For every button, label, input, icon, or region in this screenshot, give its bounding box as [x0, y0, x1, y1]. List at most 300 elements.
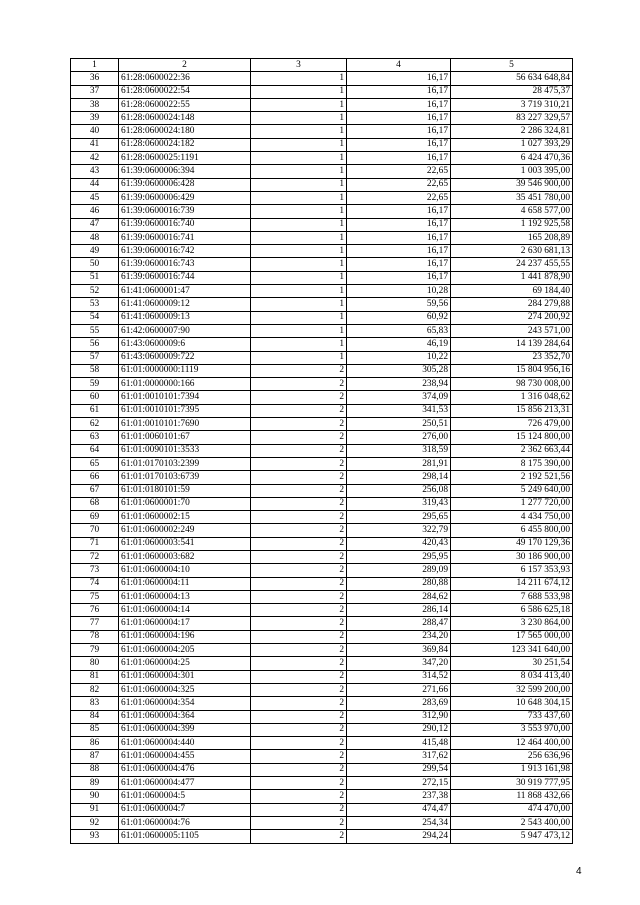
table-cell-col-5: 2 192 521,56: [451, 471, 573, 484]
table-cell-col-4: 312,90: [347, 710, 451, 723]
table-cell-col-5: 1 913 161,98: [451, 763, 573, 776]
table-cell-col-2: 61:01:0000000:166: [119, 378, 251, 391]
table-cell-col-5: 12 464 400,00: [451, 737, 573, 750]
table-row: [71, 205, 573, 218]
table-row: [71, 218, 573, 231]
table-cell-col-3: 2: [251, 511, 347, 524]
table-cell-col-2: 61:01:0600004:17: [119, 617, 251, 630]
table-cell-col-4: 294,24: [347, 830, 451, 843]
table-cell-col-2: 61:01:0600004:364: [119, 710, 251, 723]
table-cell-col-3: 1: [251, 218, 347, 231]
table-cell-col-5: 24 237 455,55: [451, 258, 573, 271]
table-cell-col-1: 80: [71, 657, 119, 670]
table-cell-col-4: 295,65: [347, 511, 451, 524]
table-cell-col-4: 318,59: [347, 444, 451, 457]
table-cell-col-4: 22,65: [347, 191, 451, 204]
table-cell-col-1: 90: [71, 790, 119, 803]
table-cell-col-4: 280,88: [347, 577, 451, 590]
table-cell-col-2: 61:01:0600004:196: [119, 630, 251, 643]
table-row: [71, 271, 573, 284]
table-cell-col-2: 61:43:0600009:6: [119, 338, 251, 351]
table-cell-col-5: 28 475,37: [451, 85, 573, 98]
table-cell-col-3: 2: [251, 816, 347, 829]
table-row: [71, 577, 573, 590]
table-cell-col-5: 2 286 324,81: [451, 125, 573, 138]
table-cell-col-2: 61:01:0180101:59: [119, 484, 251, 497]
table-cell-col-2: 61:39:0600016:742: [119, 245, 251, 258]
table-row: [71, 697, 573, 710]
table-cell-col-4: 276,00: [347, 431, 451, 444]
table-cell-col-4: 415,48: [347, 737, 451, 750]
table-cell-col-4: 281,91: [347, 457, 451, 470]
table-cell-col-1: 86: [71, 737, 119, 750]
table-cell-col-4: 16,17: [347, 258, 451, 271]
table-cell-col-3: 2: [251, 750, 347, 763]
table-cell-col-1: 84: [71, 710, 119, 723]
column-header-3: 3: [251, 59, 347, 72]
table-row: [71, 444, 573, 457]
table-cell-col-1: 87: [71, 750, 119, 763]
table-cell-col-4: 16,17: [347, 231, 451, 244]
table-cell-col-1: 67: [71, 484, 119, 497]
table-cell-col-4: 16,17: [347, 218, 451, 231]
table-cell-col-1: 82: [71, 683, 119, 696]
table-cell-col-5: 15 124 800,00: [451, 431, 573, 444]
table-cell-col-1: 65: [71, 457, 119, 470]
table-cell-col-3: 1: [251, 152, 347, 165]
table-cell-col-4: 16,17: [347, 112, 451, 125]
table-cell-col-3: 2: [251, 644, 347, 657]
table-cell-col-5: 7 688 533,98: [451, 590, 573, 603]
table-cell-col-2: 61:01:0600004:455: [119, 750, 251, 763]
table-cell-col-2: 61:01:0600004:399: [119, 723, 251, 736]
table-row: [71, 564, 573, 577]
table-cell-col-1: 78: [71, 630, 119, 643]
table-cell-col-1: 81: [71, 670, 119, 683]
column-header-1: 1: [71, 59, 119, 72]
table-cell-col-1: 69: [71, 511, 119, 524]
table-cell-col-2: 61:28:0600022:54: [119, 85, 251, 98]
table-row: [71, 311, 573, 324]
table-cell-col-1: 62: [71, 418, 119, 431]
table-cell-col-2: 61:01:0600004:14: [119, 604, 251, 617]
table-cell-col-5: 733 437,60: [451, 710, 573, 723]
table-row: [71, 125, 573, 138]
table-cell-col-1: 57: [71, 351, 119, 364]
table-row: [71, 364, 573, 377]
table-cell-col-1: 43: [71, 165, 119, 178]
table-cell-col-2: 61:01:0000000:1119: [119, 364, 251, 377]
table-cell-col-3: 2: [251, 391, 347, 404]
table-cell-col-4: 250,51: [347, 418, 451, 431]
table-cell-col-2: 61:01:0600004:440: [119, 737, 251, 750]
table-cell-col-5: 69 184,40: [451, 285, 573, 298]
table-cell-col-3: 2: [251, 590, 347, 603]
table-row: [71, 152, 573, 165]
table-cell-col-5: 8 034 413,40: [451, 670, 573, 683]
header-row: [71, 59, 573, 72]
table-cell-col-4: 237,38: [347, 790, 451, 803]
table-cell-col-1: 60: [71, 391, 119, 404]
table-row: [71, 285, 573, 298]
table-row: [71, 98, 573, 111]
table-cell-col-1: 53: [71, 298, 119, 311]
table-cell-col-3: 2: [251, 537, 347, 550]
table-cell-col-2: 61:01:0010101:7394: [119, 391, 251, 404]
table-cell-col-3: 2: [251, 604, 347, 617]
table-cell-col-2: 61:01:0600004:11: [119, 577, 251, 590]
table-cell-col-3: 2: [251, 418, 347, 431]
table-cell-col-3: 2: [251, 431, 347, 444]
table-cell-col-4: 295,95: [347, 550, 451, 563]
table-cell-col-3: 1: [251, 72, 347, 85]
table-cell-col-4: 10,22: [347, 351, 451, 364]
table-cell-col-5: 32 599 200,00: [451, 683, 573, 696]
table-cell-col-1: 54: [71, 311, 119, 324]
table-cell-col-5: 10 648 304,15: [451, 697, 573, 710]
table-cell-col-5: 474 470,00: [451, 803, 573, 816]
table-cell-col-4: 256,08: [347, 484, 451, 497]
table-row: [71, 112, 573, 125]
table-cell-col-4: 16,17: [347, 152, 451, 165]
table-cell-col-3: 2: [251, 630, 347, 643]
table-cell-col-5: 8 175 390,00: [451, 457, 573, 470]
table-cell-col-4: 369,84: [347, 644, 451, 657]
table-cell-col-3: 2: [251, 497, 347, 510]
table-cell-col-3: 1: [251, 245, 347, 258]
table-cell-col-5: 6 157 353,93: [451, 564, 573, 577]
table-cell-col-2: 61:01:0600004:477: [119, 777, 251, 790]
table-cell-col-3: 1: [251, 285, 347, 298]
table-cell-col-1: 66: [71, 471, 119, 484]
table-cell-col-3: 2: [251, 457, 347, 470]
table-cell-col-3: 2: [251, 777, 347, 790]
table-cell-col-4: 341,53: [347, 404, 451, 417]
table-row: [71, 391, 573, 404]
table-cell-col-2: 61:42:0600007:90: [119, 324, 251, 337]
table-cell-col-1: 92: [71, 816, 119, 829]
table-cell-col-5: 243 571,00: [451, 324, 573, 337]
table-cell-col-5: 15 856 213,31: [451, 404, 573, 417]
table-cell-col-3: 1: [251, 165, 347, 178]
table-row: [71, 644, 573, 657]
table-cell-col-1: 61: [71, 404, 119, 417]
table-cell-col-4: 16,17: [347, 245, 451, 258]
table-row: [71, 511, 573, 524]
table-cell-col-4: 474,47: [347, 803, 451, 816]
table-cell-col-1: 93: [71, 830, 119, 843]
table-cell-col-1: 77: [71, 617, 119, 630]
table-cell-col-5: 1 441 878,90: [451, 271, 573, 284]
table-cell-col-1: 42: [71, 152, 119, 165]
table-cell-col-5: 1 003 395,00: [451, 165, 573, 178]
table-cell-col-1: 89: [71, 777, 119, 790]
table-cell-col-4: 254,34: [347, 816, 451, 829]
table-cell-col-2: 61:01:0600004:205: [119, 644, 251, 657]
table-cell-col-5: 274 200,92: [451, 311, 573, 324]
table-cell-col-1: 59: [71, 378, 119, 391]
table-cell-col-1: 45: [71, 191, 119, 204]
table-cell-col-5: 39 546 900,00: [451, 178, 573, 191]
table-cell-col-3: 2: [251, 577, 347, 590]
table-cell-col-1: 64: [71, 444, 119, 457]
table-cell-col-5: 5 249 640,00: [451, 484, 573, 497]
table-row: [71, 431, 573, 444]
table-cell-col-4: 319,43: [347, 497, 451, 510]
table-row: [71, 590, 573, 603]
table-cell-col-4: 298,14: [347, 471, 451, 484]
table-cell-col-1: 58: [71, 364, 119, 377]
table-cell-col-4: 234,20: [347, 630, 451, 643]
table-cell-col-4: 284,62: [347, 590, 451, 603]
table-row: [71, 471, 573, 484]
table-cell-col-2: 61:39:0600016:744: [119, 271, 251, 284]
table-cell-col-3: 2: [251, 404, 347, 417]
table-cell-col-3: 1: [251, 191, 347, 204]
table-cell-col-3: 2: [251, 710, 347, 723]
table-cell-col-1: 79: [71, 644, 119, 657]
table-cell-col-4: 272,15: [347, 777, 451, 790]
table-cell-col-2: 61:01:0010101:7690: [119, 418, 251, 431]
table-row: [71, 484, 573, 497]
table-cell-col-5: 5 947 473,12: [451, 830, 573, 843]
table-cell-col-2: 61:39:0600006:428: [119, 178, 251, 191]
table-cell-col-4: 16,17: [347, 271, 451, 284]
table-cell-col-1: 75: [71, 590, 119, 603]
table-row: [71, 683, 573, 696]
table-cell-col-3: 2: [251, 723, 347, 736]
table-cell-col-1: 48: [71, 231, 119, 244]
table-cell-col-4: 374,09: [347, 391, 451, 404]
table-row: [71, 777, 573, 790]
table-cell-col-2: 61:01:0600002:15: [119, 511, 251, 524]
table-cell-col-4: 305,28: [347, 364, 451, 377]
table-cell-col-1: 73: [71, 564, 119, 577]
table-cell-col-2: 61:01:0170103:6739: [119, 471, 251, 484]
table-cell-col-1: 38: [71, 98, 119, 111]
table-cell-col-3: 1: [251, 311, 347, 324]
table-cell-col-5: 6 424 470,36: [451, 152, 573, 165]
table-row: [71, 737, 573, 750]
table-cell-col-3: 2: [251, 657, 347, 670]
table-cell-col-4: 16,17: [347, 72, 451, 85]
table-cell-col-4: 59,56: [347, 298, 451, 311]
table-cell-col-5: 15 804 956,16: [451, 364, 573, 377]
table-row: [71, 604, 573, 617]
table-row: [71, 178, 573, 191]
table-cell-col-1: 47: [71, 218, 119, 231]
table-row: [71, 537, 573, 550]
table-cell-col-2: 61:01:0600004:25: [119, 657, 251, 670]
table-cell-col-2: 61:01:0010101:7395: [119, 404, 251, 417]
table-cell-col-4: 299,54: [347, 763, 451, 776]
table-cell-col-4: 420,43: [347, 537, 451, 550]
table-cell-col-3: 1: [251, 205, 347, 218]
table-cell-col-4: 271,66: [347, 683, 451, 696]
table-cell-col-5: 3 719 310,21: [451, 98, 573, 111]
table-cell-col-4: 16,17: [347, 205, 451, 218]
table-cell-col-5: 4 434 750,00: [451, 511, 573, 524]
table-cell-col-4: 16,17: [347, 85, 451, 98]
table-cell-col-1: 36: [71, 72, 119, 85]
table-cell-col-1: 76: [71, 604, 119, 617]
table-cell-col-3: 2: [251, 484, 347, 497]
table-row: [71, 165, 573, 178]
table-cell-col-3: 2: [251, 737, 347, 750]
table-cell-col-5: 2 362 663,44: [451, 444, 573, 457]
table-cell-col-1: 83: [71, 697, 119, 710]
table-cell-col-2: 61:01:0090101:3533: [119, 444, 251, 457]
table-cell-col-3: 2: [251, 364, 347, 377]
table-cell-col-2: 61:28:0600024:148: [119, 112, 251, 125]
table-cell-col-4: 317,62: [347, 750, 451, 763]
table-cell-col-4: 290,12: [347, 723, 451, 736]
table-cell-col-2: 61:43:0600009:722: [119, 351, 251, 364]
table-row: [71, 258, 573, 271]
table-cell-col-2: 61:39:0600016:741: [119, 231, 251, 244]
table-cell-col-2: 61:01:0600004:10: [119, 564, 251, 577]
table-cell-col-2: 61:28:0600025:1191: [119, 152, 251, 165]
table-cell-col-2: 61:41:0600001:47: [119, 285, 251, 298]
data-table: [70, 58, 573, 844]
table-cell-col-2: 61:39:0600006:429: [119, 191, 251, 204]
table-cell-col-5: 165 208,89: [451, 231, 573, 244]
table-cell-col-4: 347,20: [347, 657, 451, 670]
table-body: [71, 72, 573, 843]
table-row: [71, 524, 573, 537]
table-cell-col-3: 2: [251, 617, 347, 630]
table-cell-col-3: 1: [251, 271, 347, 284]
table-row: [71, 750, 573, 763]
table-cell-col-3: 2: [251, 790, 347, 803]
table-cell-col-4: 22,65: [347, 165, 451, 178]
table-cell-col-1: 88: [71, 763, 119, 776]
table-row: [71, 550, 573, 563]
table-cell-col-3: 2: [251, 471, 347, 484]
table-cell-col-2: 61:01:0600004:7: [119, 803, 251, 816]
table-cell-col-2: 61:39:0600016:739: [119, 205, 251, 218]
table-cell-col-1: 51: [71, 271, 119, 284]
table-cell-col-5: 284 279,88: [451, 298, 573, 311]
table-cell-col-5: 1 027 393,29: [451, 138, 573, 151]
table-cell-col-1: 44: [71, 178, 119, 191]
table-cell-col-5: 23 352,70: [451, 351, 573, 364]
table-cell-col-5: 30 186 900,00: [451, 550, 573, 563]
table-cell-col-3: 2: [251, 683, 347, 696]
table-cell-col-5: 17 565 000,00: [451, 630, 573, 643]
table-row: [71, 338, 573, 351]
table-cell-col-3: 1: [251, 351, 347, 364]
table-cell-col-2: 61:39:0600016:743: [119, 258, 251, 271]
column-header-5: 5: [451, 59, 573, 72]
table-row: [71, 351, 573, 364]
table-cell-col-3: 2: [251, 803, 347, 816]
table-row: [71, 138, 573, 151]
table-cell-col-2: 61:01:0600004:476: [119, 763, 251, 776]
table-cell-col-1: 39: [71, 112, 119, 125]
table-cell-col-3: 1: [251, 125, 347, 138]
table-cell-col-3: 1: [251, 112, 347, 125]
table-row: [71, 378, 573, 391]
table-cell-col-2: 61:01:0600004:13: [119, 590, 251, 603]
page-number: 4: [576, 866, 582, 877]
table-cell-col-1: 74: [71, 577, 119, 590]
table-cell-col-4: 314,52: [347, 670, 451, 683]
table-row: [71, 763, 573, 776]
table-cell-col-3: 2: [251, 697, 347, 710]
table-row: [71, 803, 573, 816]
table-cell-col-3: 1: [251, 324, 347, 337]
table-row: [71, 324, 573, 337]
table-cell-col-5: 1 192 925,58: [451, 218, 573, 231]
table-cell-col-2: 61:01:0600005:1105: [119, 830, 251, 843]
table-cell-col-5: 35 451 780,00: [451, 191, 573, 204]
table-cell-col-5: 30 251,54: [451, 657, 573, 670]
table-row: [71, 630, 573, 643]
table-row: [71, 418, 573, 431]
table-cell-col-5: 2 630 681,13: [451, 245, 573, 258]
table-cell-col-5: 2 543 400,00: [451, 816, 573, 829]
column-header-2: 2: [119, 59, 251, 72]
table-cell-col-4: 16,17: [347, 125, 451, 138]
table-cell-col-3: 2: [251, 378, 347, 391]
table-cell-col-4: 283,69: [347, 697, 451, 710]
table-cell-col-4: 65,83: [347, 324, 451, 337]
table-row: [71, 231, 573, 244]
table-cell-col-2: 61:01:0600004:301: [119, 670, 251, 683]
table-cell-col-5: 49 170 129,36: [451, 537, 573, 550]
table-cell-col-3: 1: [251, 231, 347, 244]
table-cell-col-2: 61:01:0600004:354: [119, 697, 251, 710]
table-cell-col-5: 3 553 970,00: [451, 723, 573, 736]
table-cell-col-2: 61:01:0060101:67: [119, 431, 251, 444]
table-cell-col-5: 123 341 640,00: [451, 644, 573, 657]
table-cell-col-5: 3 230 864,00: [451, 617, 573, 630]
table-cell-col-4: 289,09: [347, 564, 451, 577]
table-cell-col-1: 37: [71, 85, 119, 98]
table-cell-col-2: 61:28:0600022:36: [119, 72, 251, 85]
table-cell-col-1: 41: [71, 138, 119, 151]
table-cell-col-5: 83 227 329,57: [451, 112, 573, 125]
table-cell-col-1: 56: [71, 338, 119, 351]
table-row: [71, 497, 573, 510]
table-row: [71, 85, 573, 98]
table-cell-col-1: 46: [71, 205, 119, 218]
table-cell-col-5: 6 455 800,00: [451, 524, 573, 537]
table-cell-col-3: 1: [251, 98, 347, 111]
table-cell-col-2: 61:28:0600022:55: [119, 98, 251, 111]
table-cell-col-1: 71: [71, 537, 119, 550]
table-cell-col-2: 61:01:0600004:76: [119, 816, 251, 829]
table-cell-col-4: 322,79: [347, 524, 451, 537]
table-cell-col-1: 91: [71, 803, 119, 816]
table-cell-col-3: 1: [251, 298, 347, 311]
table-cell-col-1: 85: [71, 723, 119, 736]
table-cell-col-1: 50: [71, 258, 119, 271]
table-row: [71, 617, 573, 630]
table-cell-col-3: 2: [251, 564, 347, 577]
table-cell-col-4: 46,19: [347, 338, 451, 351]
table-cell-col-2: 61:39:0600016:740: [119, 218, 251, 231]
table-cell-col-1: 52: [71, 285, 119, 298]
table-cell-col-4: 16,17: [347, 98, 451, 111]
table-cell-col-3: 2: [251, 670, 347, 683]
table-cell-col-5: 30 919 777,95: [451, 777, 573, 790]
table-cell-col-1: 40: [71, 125, 119, 138]
table-cell-col-2: 61:28:0600024:182: [119, 138, 251, 151]
table-cell-col-1: 72: [71, 550, 119, 563]
table-cell-col-3: 2: [251, 550, 347, 563]
